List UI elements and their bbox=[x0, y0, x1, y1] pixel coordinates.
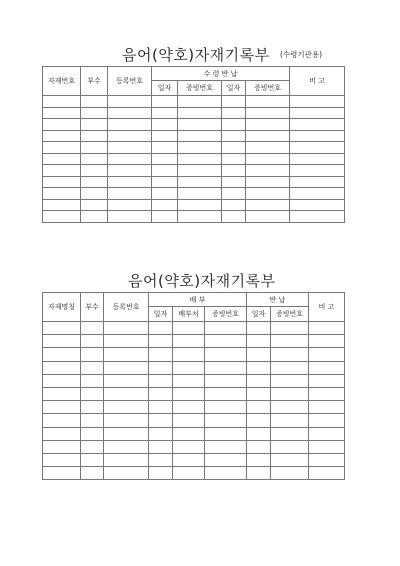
empty-cell bbox=[152, 188, 178, 200]
empty-cell bbox=[205, 440, 247, 453]
empty-cell bbox=[246, 119, 290, 131]
empty-cell bbox=[246, 165, 290, 177]
table-row bbox=[43, 322, 345, 335]
empty-cell bbox=[246, 107, 290, 119]
empty-cell bbox=[246, 153, 290, 165]
empty-cell bbox=[81, 453, 104, 466]
empty-cell bbox=[290, 107, 345, 119]
empty-cell bbox=[149, 427, 173, 440]
empty-cell bbox=[43, 165, 81, 177]
empty-cell bbox=[43, 467, 81, 480]
record-form-receiving bbox=[42, 44, 344, 223]
empty-cell bbox=[247, 387, 271, 400]
empty-cell bbox=[271, 401, 309, 414]
empty-cell bbox=[149, 348, 173, 361]
empty-cell bbox=[104, 467, 149, 480]
empty-cell bbox=[104, 387, 149, 400]
empty-cell bbox=[205, 348, 247, 361]
empty-cell bbox=[173, 374, 205, 387]
table-row bbox=[43, 348, 345, 361]
empty-cell bbox=[81, 96, 108, 108]
header-return: 반 납 bbox=[247, 293, 309, 307]
table-row bbox=[43, 165, 345, 177]
empty-cell bbox=[43, 440, 81, 453]
header-item-name: 자재명칭 bbox=[43, 293, 81, 322]
empty-cell bbox=[222, 188, 246, 200]
empty-cell bbox=[43, 361, 81, 374]
empty-cell bbox=[108, 176, 152, 188]
table-row bbox=[43, 453, 345, 466]
empty-cell bbox=[173, 348, 205, 361]
empty-cell bbox=[43, 348, 81, 361]
empty-cell bbox=[104, 453, 149, 466]
table-row bbox=[43, 440, 345, 453]
empty-cell bbox=[149, 322, 173, 335]
empty-cell bbox=[108, 199, 152, 211]
empty-cell bbox=[178, 119, 222, 131]
empty-cell bbox=[178, 107, 222, 119]
empty-cell bbox=[205, 401, 247, 414]
empty-cell bbox=[271, 387, 309, 400]
table-row bbox=[43, 467, 345, 480]
header-receive-return: 수 령 반 납 bbox=[152, 67, 290, 81]
empty-cell bbox=[108, 119, 152, 131]
empty-cell bbox=[152, 107, 178, 119]
header-copies: 부수 bbox=[81, 67, 108, 96]
empty-cell bbox=[81, 176, 108, 188]
table-row bbox=[43, 211, 345, 223]
form-header bbox=[42, 270, 344, 292]
empty-cell bbox=[152, 211, 178, 223]
empty-cell bbox=[108, 211, 152, 223]
empty-cell bbox=[309, 440, 345, 453]
header-remarks: 비 고 bbox=[309, 293, 345, 322]
empty-cell bbox=[152, 142, 178, 154]
empty-cell bbox=[290, 211, 345, 223]
empty-cell bbox=[43, 401, 81, 414]
empty-cell bbox=[104, 440, 149, 453]
empty-cell bbox=[178, 142, 222, 154]
empty-cell bbox=[290, 96, 345, 108]
empty-cell bbox=[149, 401, 173, 414]
empty-cell bbox=[43, 211, 81, 223]
empty-cell bbox=[81, 142, 108, 154]
empty-cell bbox=[43, 153, 81, 165]
empty-cell bbox=[247, 361, 271, 374]
header-copies: 부수 bbox=[81, 293, 104, 322]
empty-cell bbox=[205, 427, 247, 440]
empty-cell bbox=[222, 96, 246, 108]
empty-cell bbox=[247, 322, 271, 335]
table-row bbox=[43, 188, 345, 200]
empty-cell bbox=[108, 142, 152, 154]
empty-cell bbox=[43, 96, 81, 108]
empty-cell bbox=[271, 414, 309, 427]
table-row bbox=[43, 142, 345, 154]
subheader-date: 일자 bbox=[222, 81, 246, 96]
empty-cell bbox=[290, 153, 345, 165]
empty-cell bbox=[104, 335, 149, 348]
empty-cell bbox=[43, 176, 81, 188]
table-row bbox=[43, 199, 345, 211]
empty-cell bbox=[309, 374, 345, 387]
empty-cell bbox=[149, 440, 173, 453]
record-table bbox=[42, 66, 345, 223]
empty-cell bbox=[205, 335, 247, 348]
empty-cell bbox=[43, 199, 81, 211]
empty-cell bbox=[205, 361, 247, 374]
empty-cell bbox=[81, 374, 104, 387]
empty-cell bbox=[108, 107, 152, 119]
empty-cell bbox=[152, 165, 178, 177]
empty-cell bbox=[108, 153, 152, 165]
empty-cell bbox=[108, 165, 152, 177]
table-row bbox=[43, 176, 345, 188]
table-row bbox=[43, 130, 345, 142]
empty-cell bbox=[271, 335, 309, 348]
empty-cell bbox=[152, 130, 178, 142]
header-reg-no: 등록번호 bbox=[108, 67, 152, 96]
empty-cell bbox=[43, 427, 81, 440]
table-row bbox=[43, 414, 345, 427]
subheader-recipient: 배부처 bbox=[173, 307, 205, 322]
empty-cell bbox=[309, 401, 345, 414]
empty-cell bbox=[178, 130, 222, 142]
header-remarks: 비 고 bbox=[290, 67, 345, 96]
header-distribute: 배 부 bbox=[149, 293, 247, 307]
empty-cell bbox=[149, 414, 173, 427]
empty-cell bbox=[247, 335, 271, 348]
empty-cell bbox=[205, 387, 247, 400]
header-reg-no: 등록번호 bbox=[104, 293, 149, 322]
empty-cell bbox=[149, 387, 173, 400]
subheader-evidence-no: 증빙번호 bbox=[178, 81, 222, 96]
empty-cell bbox=[222, 119, 246, 131]
empty-cell bbox=[43, 188, 81, 200]
form-title: 음어(약호)자재기록부 bbox=[122, 46, 270, 64]
empty-cell bbox=[247, 427, 271, 440]
empty-cell bbox=[104, 427, 149, 440]
empty-cell bbox=[173, 322, 205, 335]
table-row bbox=[43, 374, 345, 387]
empty-cell bbox=[43, 142, 81, 154]
empty-cell bbox=[246, 96, 290, 108]
table-row bbox=[43, 119, 345, 131]
empty-cell bbox=[81, 401, 104, 414]
empty-cell bbox=[152, 96, 178, 108]
empty-cell bbox=[152, 199, 178, 211]
empty-cell bbox=[271, 361, 309, 374]
empty-cell bbox=[81, 211, 108, 223]
empty-cell bbox=[173, 467, 205, 480]
empty-cell bbox=[43, 335, 81, 348]
empty-cell bbox=[81, 440, 104, 453]
empty-cell bbox=[173, 427, 205, 440]
empty-cell bbox=[152, 153, 178, 165]
empty-cell bbox=[173, 335, 205, 348]
empty-cell bbox=[246, 211, 290, 223]
empty-cell bbox=[271, 440, 309, 453]
empty-cell bbox=[81, 322, 104, 335]
empty-cell bbox=[149, 374, 173, 387]
empty-cell bbox=[246, 130, 290, 142]
empty-cell bbox=[222, 211, 246, 223]
empty-cell bbox=[222, 142, 246, 154]
empty-cell bbox=[104, 361, 149, 374]
subheader-evidence-no: 증빙번호 bbox=[271, 307, 309, 322]
empty-cell bbox=[309, 361, 345, 374]
empty-cell bbox=[309, 414, 345, 427]
empty-cell bbox=[149, 467, 173, 480]
empty-cell bbox=[43, 107, 81, 119]
empty-cell bbox=[247, 414, 271, 427]
empty-cell bbox=[271, 453, 309, 466]
empty-cell bbox=[247, 453, 271, 466]
table-row bbox=[43, 153, 345, 165]
empty-cell bbox=[246, 188, 290, 200]
empty-cell bbox=[43, 374, 81, 387]
empty-cell bbox=[178, 165, 222, 177]
empty-cell bbox=[149, 453, 173, 466]
empty-cell bbox=[43, 414, 81, 427]
empty-cell bbox=[178, 188, 222, 200]
empty-cell bbox=[173, 414, 205, 427]
empty-cell bbox=[290, 142, 345, 154]
form-title: 음어(약호)자재기록부 bbox=[128, 272, 276, 290]
table-row bbox=[43, 361, 345, 374]
table-row bbox=[43, 427, 345, 440]
empty-cell bbox=[271, 374, 309, 387]
empty-cell bbox=[81, 348, 104, 361]
empty-cell bbox=[205, 374, 247, 387]
empty-cell bbox=[271, 427, 309, 440]
empty-cell bbox=[43, 130, 81, 142]
empty-cell bbox=[271, 467, 309, 480]
empty-cell bbox=[81, 165, 108, 177]
subheader-date: 일자 bbox=[247, 307, 271, 322]
empty-cell bbox=[173, 440, 205, 453]
empty-cell bbox=[104, 414, 149, 427]
empty-cell bbox=[205, 467, 247, 480]
empty-cell bbox=[43, 453, 81, 466]
empty-cell bbox=[104, 322, 149, 335]
record-table bbox=[42, 292, 345, 480]
empty-cell bbox=[246, 142, 290, 154]
empty-cell bbox=[149, 361, 173, 374]
empty-cell bbox=[152, 119, 178, 131]
table-row bbox=[43, 387, 345, 400]
form-header bbox=[42, 44, 344, 66]
empty-cell bbox=[81, 387, 104, 400]
empty-cell bbox=[290, 199, 345, 211]
table-row bbox=[43, 401, 345, 414]
table-row bbox=[43, 107, 345, 119]
empty-cell bbox=[309, 387, 345, 400]
empty-cell bbox=[247, 374, 271, 387]
empty-cell bbox=[104, 374, 149, 387]
empty-cell bbox=[205, 453, 247, 466]
subheader-evidence-no: 증빙번호 bbox=[246, 81, 290, 96]
table-row bbox=[43, 335, 345, 348]
empty-cell bbox=[222, 165, 246, 177]
empty-cell bbox=[173, 401, 205, 414]
empty-cell bbox=[290, 176, 345, 188]
empty-cell bbox=[178, 176, 222, 188]
empty-cell bbox=[290, 165, 345, 177]
empty-cell bbox=[81, 427, 104, 440]
empty-cell bbox=[152, 176, 178, 188]
empty-cell bbox=[149, 335, 173, 348]
empty-cell bbox=[222, 153, 246, 165]
empty-cell bbox=[205, 322, 247, 335]
empty-cell bbox=[178, 199, 222, 211]
subheader-evidence-no: 증빙번호 bbox=[205, 307, 247, 322]
empty-cell bbox=[222, 107, 246, 119]
empty-cell bbox=[173, 361, 205, 374]
empty-cell bbox=[81, 199, 108, 211]
record-form-distribution bbox=[42, 270, 344, 480]
empty-cell bbox=[290, 188, 345, 200]
empty-cell bbox=[290, 119, 345, 131]
empty-cell bbox=[246, 199, 290, 211]
empty-cell bbox=[178, 211, 222, 223]
empty-cell bbox=[247, 440, 271, 453]
subheader-date: 일자 bbox=[149, 307, 173, 322]
empty-cell bbox=[81, 467, 104, 480]
empty-cell bbox=[81, 188, 108, 200]
empty-cell bbox=[81, 335, 104, 348]
table-row bbox=[43, 96, 345, 108]
empty-cell bbox=[108, 188, 152, 200]
empty-cell bbox=[222, 199, 246, 211]
empty-cell bbox=[108, 130, 152, 142]
empty-cell bbox=[81, 361, 104, 374]
empty-cell bbox=[290, 130, 345, 142]
empty-cell bbox=[222, 176, 246, 188]
empty-cell bbox=[178, 96, 222, 108]
empty-cell bbox=[178, 153, 222, 165]
empty-cell bbox=[81, 414, 104, 427]
empty-cell bbox=[309, 348, 345, 361]
empty-cell bbox=[173, 387, 205, 400]
header-item-no: 자재번호 bbox=[43, 67, 81, 96]
empty-cell bbox=[247, 401, 271, 414]
empty-cell bbox=[81, 107, 108, 119]
empty-cell bbox=[271, 322, 309, 335]
empty-cell bbox=[108, 96, 152, 108]
empty-cell bbox=[43, 119, 81, 131]
empty-cell bbox=[173, 453, 205, 466]
empty-cell bbox=[247, 467, 271, 480]
subheader-date: 일자 bbox=[152, 81, 178, 96]
form-subtitle: (수령기관용) bbox=[280, 50, 323, 59]
empty-cell bbox=[309, 322, 345, 335]
empty-cell bbox=[309, 453, 345, 466]
empty-cell bbox=[247, 348, 271, 361]
empty-cell bbox=[104, 348, 149, 361]
empty-cell bbox=[246, 176, 290, 188]
empty-cell bbox=[104, 401, 149, 414]
empty-cell bbox=[309, 467, 345, 480]
empty-cell bbox=[43, 387, 81, 400]
empty-cell bbox=[205, 414, 247, 427]
empty-cell bbox=[222, 130, 246, 142]
empty-cell bbox=[81, 153, 108, 165]
empty-cell bbox=[81, 130, 108, 142]
empty-cell bbox=[43, 322, 81, 335]
empty-cell bbox=[309, 335, 345, 348]
empty-cell bbox=[309, 427, 345, 440]
empty-cell bbox=[81, 119, 108, 131]
empty-cell bbox=[271, 348, 309, 361]
